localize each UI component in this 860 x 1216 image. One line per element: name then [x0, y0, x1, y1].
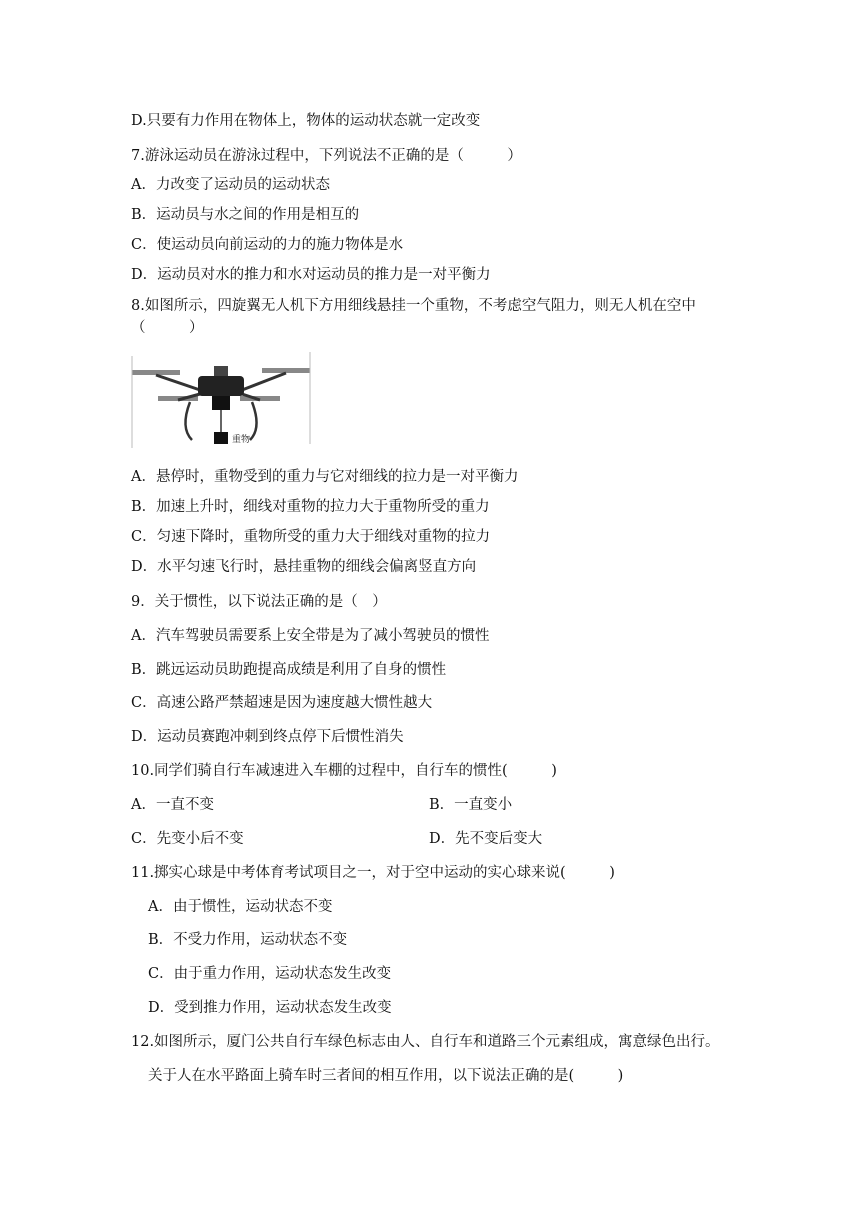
- q11-option-d: D．受到推力作用，运动状态发生改变: [148, 1000, 392, 1016]
- q7-option-c: C．使运动员向前运动的力的施力物体是水: [131, 237, 404, 253]
- q9-stem: 9．关于惯性，以下说法正确的是（ ）: [131, 594, 387, 610]
- q8-option-d: D．水平匀速飞行时，悬挂重物的细线会偏离竖直方向: [131, 559, 477, 575]
- q8-option-b: B．加速上升时，细线对重物的拉力大于重物所受的重力: [131, 499, 490, 515]
- q8-stem-line2: （ ）: [131, 320, 204, 336]
- q7-stem: 7.游泳运动员在游泳过程中，下列说法不正确的是（ ）: [131, 148, 522, 164]
- q12-stem-line1: 12.如图所示，厦门公共自行车绿色标志由人、自行车和道路三个元素组成，寓意绿色出行。: [131, 1034, 720, 1050]
- drone-figure: [130, 348, 312, 452]
- q9-option-a: A．汽车驾驶员需要系上安全带是为了减小驾驶员的惯性: [131, 628, 490, 644]
- q7-option-d: D．运动员对水的推力和水对运动员的推力是一对平衡力: [131, 267, 491, 283]
- q7-option-b: B．运动员与水之间的作用是相互的: [131, 207, 360, 223]
- q7-option-a: A．力改变了运动员的运动状态: [131, 177, 330, 193]
- q11-option-b: B．不受力作用，运动状态不变: [148, 932, 348, 948]
- q9-option-b: B．跳远运动员助跑提高成绩是利用了自身的惯性: [131, 662, 447, 678]
- q8-option-a: A．悬停时，重物受到的重力与它对细线的拉力是一对平衡力: [131, 469, 519, 485]
- q8-stem-line1: 8.如图所示，四旋翼无人机下方用细线悬挂一个重物，不考虑空气阻力，则无人机在空中: [131, 298, 696, 314]
- drone-figure-label: 重物: [232, 435, 251, 445]
- q9-option-d: D．运动员赛跑冲刺到终点停下后惯性消失: [131, 729, 404, 745]
- q8-option-c: C．匀速下降时，重物所受的重力大于细线对重物的拉力: [131, 529, 491, 545]
- q10-stem: 10.同学们骑自行车减速进入车棚的过程中，自行车的惯性( ): [131, 763, 557, 779]
- q10-option-a: A．一直不变: [131, 797, 214, 813]
- q6-option-d: D.只要有力作用在物体上，物体的运动状态就一定改变: [131, 113, 481, 129]
- q10-option-b: B．一直变小: [429, 797, 513, 813]
- q10-option-c: C．先变小后不变: [131, 831, 244, 847]
- q10-option-d: D．先不变后变大: [429, 831, 543, 847]
- q11-option-a: A．由于惯性，运动状态不变: [148, 899, 333, 915]
- q11-stem: 11.掷实心球是中考体育考试项目之一，对于空中运动的实心球来说( ): [131, 865, 615, 881]
- q9-option-c: C．高速公路严禁超速是因为速度越大惯性越大: [131, 695, 433, 711]
- q11-option-c: C．由于重力作用，运动状态发生改变: [148, 966, 392, 982]
- q12-stem-line2: 关于人在水平路面上骑车时三者间的相互作用，以下说法正确的是( ): [148, 1068, 624, 1084]
